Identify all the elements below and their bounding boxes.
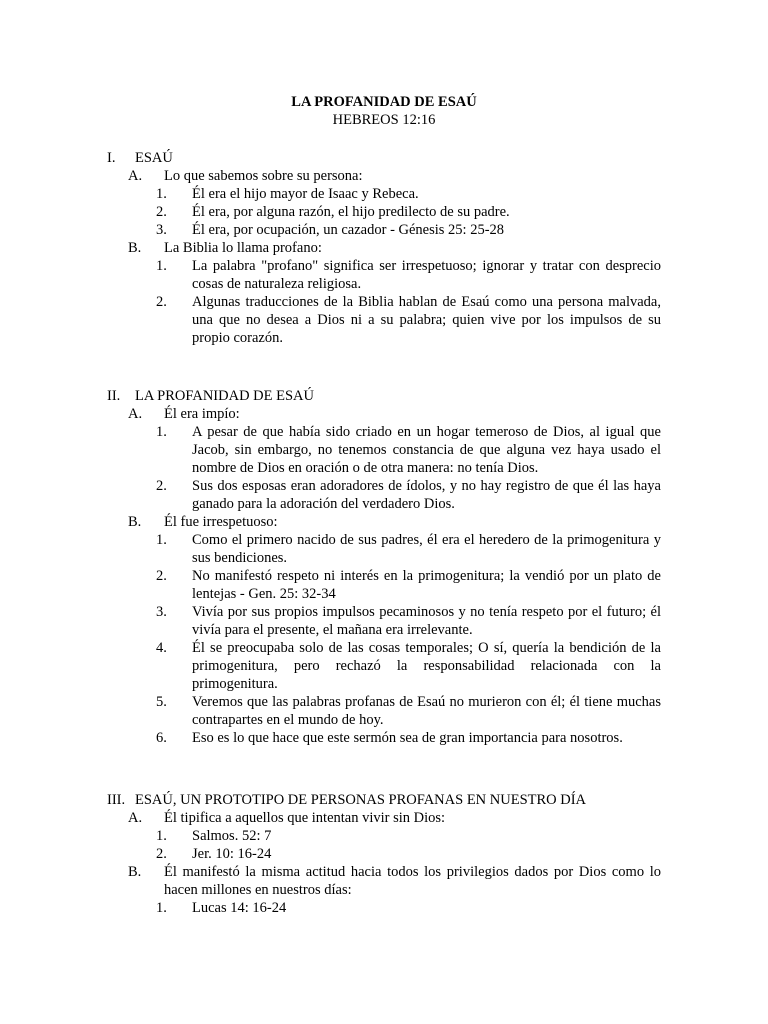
subsection-heading	[128, 513, 740, 531]
list-item	[156, 827, 768, 845]
item-text: Eso es lo que hace que este sermón sea de gran importancia para nosotros.	[192, 730, 623, 746]
list-item	[156, 899, 768, 917]
list-item	[156, 693, 768, 729]
item-number: 1.	[156, 900, 167, 916]
item-text: Como el primero nacido de sus padres, él era el heredero de la primogenitura y sus bendiciones.	[192, 532, 661, 566]
section-numeral: I.	[107, 150, 116, 166]
list-item	[156, 477, 768, 513]
item-number: 5.	[156, 694, 167, 710]
subsection-heading	[128, 809, 740, 827]
list-item	[156, 531, 768, 567]
item-text: Él era el hijo mayor de Isaac y Rebeca.	[192, 186, 419, 202]
section-numeral: II.	[107, 388, 121, 404]
section-2	[107, 387, 768, 747]
subsection-letter: B.	[128, 864, 142, 880]
item-text: A pesar de que había sido criado en un hogar temeroso de Dios, al igual que Jacob, sin embargo, no tenemos constancia de que alguna vez haya usado el nombre de Dios en oración o de otra manera: no tenía Dios.	[192, 424, 661, 476]
item-number: 2.	[156, 204, 167, 220]
item-number: 2.	[156, 568, 167, 584]
section-numeral: III.	[107, 792, 126, 808]
section-heading	[107, 387, 768, 405]
item-number: 3.	[156, 222, 167, 238]
item-text: Sus dos esposas eran adoradores de ídolos, y no hay registro de que él las haya ganado para la adoración del verdadero Dios.	[192, 478, 661, 512]
section-title: ESAÚ, UN PROTOTIPO DE PERSONAS PROFANAS EN NUESTRO DÍA	[135, 792, 587, 808]
section-1	[107, 149, 768, 347]
section-title: LA PROFANIDAD DE ESAÚ	[135, 388, 314, 404]
section-title: ESAÚ	[135, 150, 173, 166]
item-number: 6.	[156, 730, 167, 746]
item-text: Vivía por sus propios impulsos pecaminosos y no tenía respeto por el futuro; él vivía para el presente, el mañana era irrelevante.	[192, 604, 661, 638]
list-item	[156, 845, 768, 863]
item-text: Salmos. 52: 7	[192, 828, 272, 844]
subsection-text: Él fue irrespetuoso:	[164, 514, 278, 530]
section-heading	[107, 791, 768, 809]
subsection-text: Él era impío:	[164, 406, 240, 422]
list-item	[156, 423, 768, 477]
subsection-heading	[128, 167, 740, 185]
list-item	[156, 221, 768, 239]
item-text: No manifestó respeto ni interés en la primogenitura; la vendió por un plato de lentejas - Gen. 25: 32-34	[192, 568, 661, 602]
item-number: 1.	[156, 532, 167, 548]
subsection-heading	[128, 405, 740, 423]
list-item	[156, 639, 768, 693]
item-text: Veremos que las palabras profanas de Esaú no murieron con él; él tiene muchas contrapartes en el mundo de hoy.	[192, 694, 661, 728]
item-text: Él era, por ocupación, un cazador - Génesis 25: 25-28	[192, 222, 505, 238]
list-item	[156, 729, 768, 747]
subsection-text: Él manifestó la misma actitud hacia todos los privilegios dados por Dios como lo hacen millones en nuestros días:	[164, 864, 661, 898]
item-text: Él se preocupaba solo de las cosas temporales; O sí, quería la bendición de la primogenitura, pero rechazó la responsabilidad relacionada con la primogenitura.	[192, 640, 661, 692]
item-number: 2.	[156, 294, 167, 310]
section-3	[107, 791, 768, 917]
item-number: 2.	[156, 478, 167, 494]
subsection-text: Lo que sabemos sobre su persona:	[164, 168, 363, 184]
subsection-letter: B.	[128, 240, 142, 256]
list-item	[156, 293, 768, 347]
item-number: 3.	[156, 604, 167, 620]
list-item	[156, 257, 768, 293]
item-text: Lucas 14: 16-24	[192, 900, 287, 916]
item-number: 1.	[156, 424, 167, 440]
list-item	[156, 603, 768, 639]
list-item	[156, 203, 768, 221]
item-number: 4.	[156, 640, 167, 656]
item-number: 2.	[156, 846, 167, 862]
subsection-letter: A.	[128, 168, 143, 184]
document-subtitle: HEBREOS 12:16	[332, 112, 436, 128]
item-text: Él era, por alguna razón, el hijo predilecto de su padre.	[192, 204, 510, 220]
subsection-text: Él tipifica a aquellos que intentan vivir sin Dios:	[164, 810, 446, 826]
subsection-letter: B.	[128, 514, 142, 530]
item-number: 1.	[156, 828, 167, 844]
item-number: 1.	[156, 186, 167, 202]
subsection-heading	[128, 239, 740, 257]
subsection-letter: A.	[128, 406, 143, 422]
subsection-heading	[128, 863, 740, 899]
item-text: La palabra "profano" significa ser irrespetuoso; ignorar y tratar con desprecio cosas de naturaleza religiosa.	[192, 258, 661, 292]
list-item	[156, 567, 768, 603]
subsection-letter: A.	[128, 810, 143, 826]
item-number: 1.	[156, 258, 167, 274]
list-item	[156, 185, 768, 203]
section-heading	[107, 149, 768, 167]
item-text: Algunas traducciones de la Biblia hablan de Esaú como una persona malvada, una que no desea a Dios ni a su palabra; quien vive por los impulsos de su propio corazón.	[192, 294, 661, 346]
subsection-text: La Biblia lo llama profano:	[164, 240, 322, 256]
document-title: LA PROFANIDAD DE ESAÚ	[291, 94, 477, 110]
item-text: Jer. 10: 16-24	[192, 846, 272, 862]
